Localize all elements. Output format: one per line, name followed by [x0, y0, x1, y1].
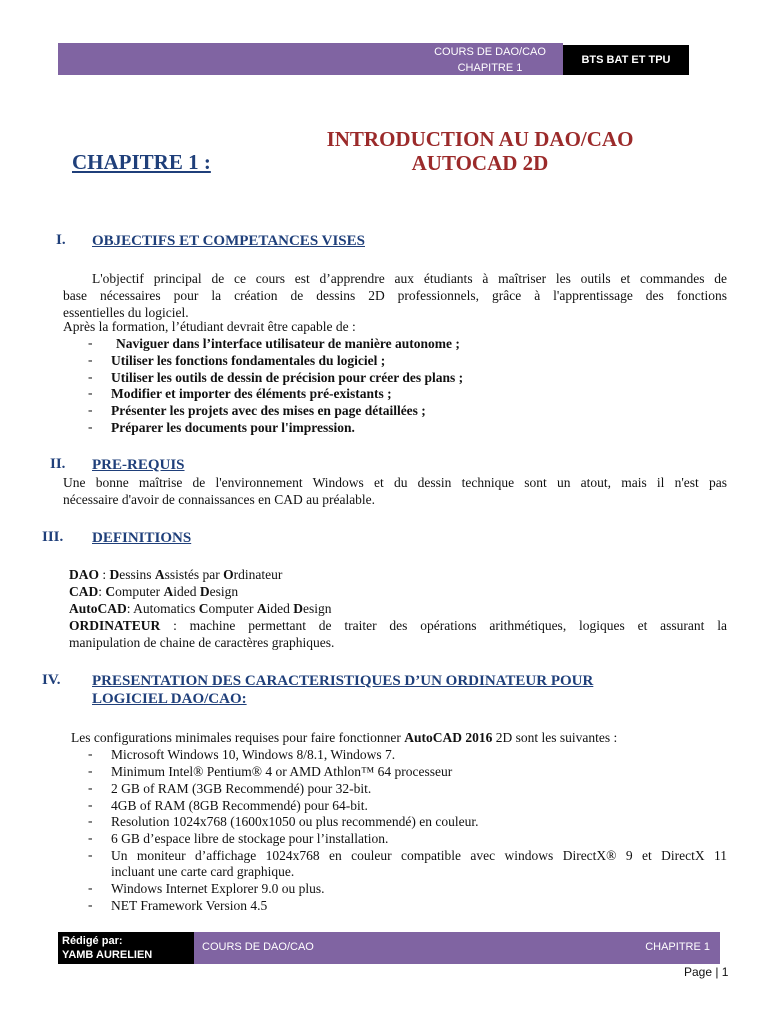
section-3-number: III. [42, 529, 64, 545]
bullet-dash: - [88, 813, 93, 828]
objective-item: Présenter les projets avec des mises en page détaillées ; [111, 403, 426, 418]
header-course: COURS DE DAO/CAO [434, 46, 546, 58]
objective-item: Utiliser les outils de dessin de précision pour créer des plans ; [111, 370, 464, 385]
section-4-title: PRESENTATION DES CARACTERISTIQUES D’UN ORDINATEUR POUR [92, 673, 594, 689]
objective-item: Préparer les documents pour l'impression. [111, 420, 355, 435]
config-item: 2 GB of RAM (3GB Recommendé) pour 32-bit. [111, 781, 372, 796]
config-item: Resolution 1024x768 (1600x1050 ou plus recommendé) en couleur. [111, 814, 479, 829]
config-item: Windows Internet Explorer 9.0 ou plus. [111, 881, 325, 896]
prereq-line-2: nécessaire d'avoir de connaissances en CAD au préalable. [63, 492, 376, 507]
objective-line-3: essentielles du logiciel. [63, 305, 189, 320]
section-2-title: PRE-REQUIS [92, 457, 185, 473]
section-1-number: I. [56, 232, 66, 248]
bullet-dash: - [88, 830, 93, 845]
config-item-cont: incluant une carte card graphique. [111, 864, 295, 879]
section-1-title: OBJECTIFS ET COMPETANCES VISES [92, 233, 365, 249]
bullet-dash: - [88, 369, 93, 384]
bullet-dash: - [88, 780, 93, 795]
section-3-title: DEFINITIONS [92, 530, 192, 546]
footer-course: COURS DE DAO/CAO [202, 941, 314, 953]
header-class: BTS BAT ET TPU [563, 45, 689, 75]
footer-bar [194, 932, 720, 964]
section-2-number: II. [50, 456, 66, 472]
definition-ordinateur: ORDINATEUR : machine permettant de traiter des opérations arithmétiques, logiques et assurant la [69, 618, 727, 633]
bullet-dash: - [88, 385, 93, 400]
bullet-dash: - [88, 897, 93, 912]
config-intro: Les configurations minimales requises pour faire fonctionner AutoCAD 2016 2D sont les suivantes : [71, 730, 618, 745]
header-chapter: CHAPITRE 1 [457, 62, 523, 74]
objective-item: Modifier et importer des éléments pré-existants ; [111, 386, 392, 401]
definition-ordinateur-cont: manipulation de chaine de caractères graphiques. [69, 635, 335, 650]
config-item: Microsoft Windows 10, Windows 8/8.1, Windows 7. [111, 747, 396, 762]
definition-cad: CAD: Computer Aided Design [69, 584, 239, 599]
page-subtitle: AUTOCAD 2D [411, 151, 549, 175]
page-title: INTRODUCTION AU DAO/CAO [326, 127, 634, 151]
footer-author-label: Rédigé par: [62, 935, 123, 947]
bullet-dash: - [88, 847, 93, 862]
page-number: Page | 1 [684, 965, 729, 979]
definition-autocad: AutoCAD: Automatics Computer Aided Design [69, 601, 332, 616]
bullet-dash: - [88, 402, 93, 417]
bullet-dash: - [88, 746, 93, 761]
bullet-dash: - [88, 352, 93, 367]
config-item: 4GB of RAM (8GB Recommendé) pour 64-bit. [111, 798, 368, 813]
chapter-label: CHAPITRE 1 : [72, 150, 211, 174]
config-item: Minimum Intel® Pentium® 4 or AMD Athlon™ 64 processeur [111, 764, 453, 779]
bullet-dash: - [88, 880, 93, 895]
footer-author: YAMB AURELIEN [62, 949, 153, 961]
objective-line-2: base nécessaires pour la création de dessins 2D professionnels, grâce à l'apprentissage des fonctions [63, 288, 727, 303]
prereq-line-1: Une bonne maîtrise de l'environnement Windows et du dessin technique sont un atout, mais il n'est pas [63, 475, 727, 490]
config-item: Un moniteur d’affichage 1024x768 en couleur compatible avec windows DirectX® 9 et DirectX 11 [111, 848, 727, 863]
objective-item: Naviguer dans l’interface utilisateur de manière autonome ; [116, 336, 460, 351]
bullet-dash: - [88, 335, 93, 350]
section-4-title-cont: LOGICIEL DAO/CAO: [92, 691, 247, 707]
config-item: NET Framework Version 4.5 [111, 898, 268, 913]
bullet-dash: - [88, 763, 93, 778]
definition-dao: DAO : Dessins Assistés par Ordinateur [69, 567, 283, 582]
section-4-number: IV. [42, 672, 61, 688]
config-item: 6 GB d’espace libre de stockage pour l’installation. [111, 831, 389, 846]
bullet-dash: - [88, 419, 93, 434]
footer-chapter: CHAPITRE 1 [645, 941, 710, 953]
objective-item: Utiliser les fonctions fondamentales du logiciel ; [111, 353, 386, 368]
objective-intro: Après la formation, l’étudiant devrait être capable de : [63, 319, 356, 334]
footer-author-box [58, 932, 194, 964]
objective-line-1: L'objectif principal de ce cours est d’apprendre aux étudiants à maîtriser les outils et commandes de [92, 271, 727, 286]
bullet-dash: - [88, 797, 93, 812]
